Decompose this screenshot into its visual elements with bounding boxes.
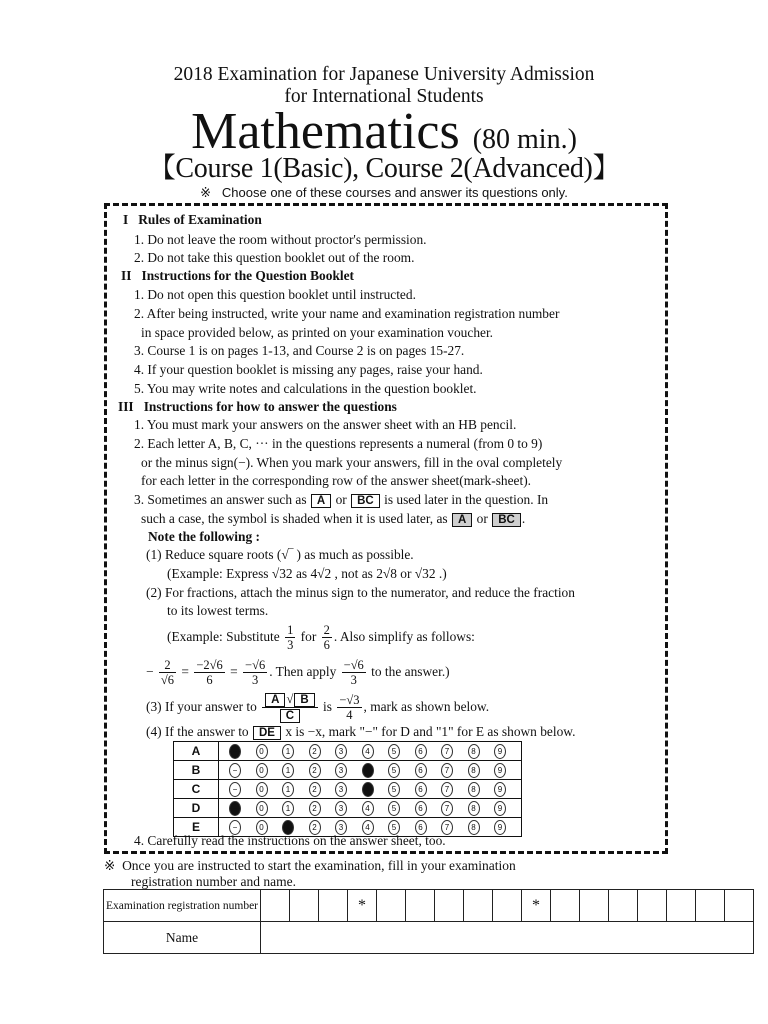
shaded-box-bc: BC <box>492 513 521 527</box>
empty-oval: 9 <box>494 801 506 816</box>
answer-box-a: A <box>311 494 331 508</box>
rule-item-3-line2: such a case, the symbol is shaded when it is used later, as A or BC . <box>141 511 526 526</box>
registration-digit-cell[interactable] <box>261 890 290 922</box>
registration-digit-cell[interactable] <box>435 890 464 922</box>
course-line: 【Course 1(Basic), Course 2(Advanced)】 <box>147 153 621 184</box>
empty-oval: 7 <box>441 744 453 759</box>
registration-digit-cell[interactable] <box>609 890 638 922</box>
equals-sign: = <box>230 664 238 679</box>
denominator: 3 <box>287 638 294 653</box>
name-label: Name <box>104 922 261 954</box>
empty-oval: 8 <box>468 801 480 816</box>
note-2-line1: (2) For fractions, attach the minus sign to the numerator, and reduce the fraction <box>146 585 575 600</box>
empty-oval: 7 <box>441 782 453 797</box>
empty-oval: 5 <box>388 782 400 797</box>
empty-oval: 2 <box>309 744 321 759</box>
mark-grid-row-label: E <box>174 818 219 837</box>
section-1-heading <box>123 211 262 229</box>
empty-oval: 0 <box>256 744 268 759</box>
rule-text: (4) If the answer to <box>146 724 249 739</box>
rule-item: 4. If your question booklet is missing any pages, raise your hand. <box>134 362 483 377</box>
name-field[interactable] <box>261 922 754 954</box>
fraction-2-over-root6 <box>159 658 176 687</box>
section-3-heading <box>118 398 397 416</box>
note-4 <box>146 723 575 741</box>
rule-item: 2. After being instructed, write your name and examination registration number <box>134 306 560 321</box>
numerator: −2√6 <box>196 658 223 673</box>
section-3-title: Instructions for how to answer the questions <box>143 399 397 414</box>
fraction-two-sixths <box>322 623 332 652</box>
answer-box-de: DE <box>253 726 281 740</box>
rule-item: 5. You may write notes and calculations in the question booklet. <box>134 381 477 396</box>
registration-digit-cell[interactable] <box>464 890 493 922</box>
exam-for-line: for International Students <box>284 86 484 107</box>
section-2-title: Instructions for the Question Booklet <box>141 268 355 283</box>
section-2-number: II <box>121 268 132 283</box>
equals-sign: = <box>181 664 189 679</box>
rule-item: 1. Do not open this question booklet until instructed. <box>134 287 416 302</box>
exam-year-line: 2018 Examination for Japanese University Admission <box>173 64 595 85</box>
empty-oval: 9 <box>494 820 506 835</box>
empty-oval: − <box>229 763 241 778</box>
numerator: 1 <box>287 623 294 638</box>
empty-oval: 6 <box>415 763 427 778</box>
empty-oval: − <box>229 782 241 797</box>
registration-digit-cell[interactable] <box>725 890 754 922</box>
empty-oval: 3 <box>335 763 347 778</box>
note-1-line1: (1) Reduce square roots (√‾ ) as much as possible. <box>146 547 414 562</box>
empty-oval: 4 <box>362 820 374 835</box>
empty-oval: 7 <box>441 801 453 816</box>
note-2-simplify <box>146 655 450 689</box>
registration-digit-cell[interactable] <box>638 890 667 922</box>
empty-oval: 8 <box>468 820 480 835</box>
empty-oval: 9 <box>494 782 506 797</box>
rule-text: , mark as shown below. <box>363 699 490 714</box>
start-instruction-note <box>104 858 664 889</box>
fraction-minus2root6-over-6 <box>194 658 224 687</box>
empty-oval: 8 <box>468 763 480 778</box>
answer-box-c: C <box>280 709 300 723</box>
mark-grid-ovals <box>219 761 522 780</box>
empty-oval: 2 <box>309 801 321 816</box>
mark-grid-ovals <box>219 742 522 761</box>
empty-oval: 9 <box>494 763 506 778</box>
registration-digit-cell[interactable] <box>290 890 319 922</box>
registration-digit-cell[interactable] <box>580 890 609 922</box>
section-1-title: Rules of Examination <box>138 212 262 227</box>
rule-item: 4. Carefully read the instructions on the answer sheet, too. <box>134 833 446 848</box>
filled-oval: 1 <box>282 820 294 835</box>
box-fraction-denominator <box>262 708 318 723</box>
empty-oval: 4 <box>362 801 374 816</box>
empty-oval: 1 <box>282 763 294 778</box>
start-note-line1 <box>104 858 664 874</box>
note-2-example <box>167 620 475 654</box>
rule-item-3-line1 <box>134 491 548 509</box>
denominator: 4 <box>346 708 353 723</box>
mark-grid-row <box>174 761 522 780</box>
empty-oval: 0 <box>256 763 268 778</box>
course-choice-note <box>0 185 768 202</box>
empty-oval: − <box>229 820 241 835</box>
mark-grid-row <box>174 742 522 761</box>
denominator: 6 <box>323 638 330 653</box>
rule-text: is used later in the question. In <box>384 492 549 507</box>
registration-number-label: Examination registration number <box>104 890 261 922</box>
course-choice-text: Choose one of these courses and answer its questions only. <box>221 185 568 200</box>
registration-digit-cell[interactable] <box>406 890 435 922</box>
empty-oval: 7 <box>441 820 453 835</box>
registration-digit-cell[interactable] <box>493 890 522 922</box>
empty-oval: 1 <box>282 801 294 816</box>
rule-text: (Example: Substitute <box>167 629 280 644</box>
rule-item: 2. Each letter A, B, C, ··· in the questions represents a numeral (from 0 to 9) <box>134 436 543 451</box>
numerator: −√3 <box>339 693 360 708</box>
box-fraction-a-root-b-over-c <box>262 692 318 723</box>
registration-asterisk-cell: * <box>348 890 377 922</box>
empty-oval: 6 <box>415 744 427 759</box>
mark-grid-row-label: C <box>174 780 219 799</box>
rule-item: 1. Do not leave the room without proctor's permission. <box>134 232 427 247</box>
mark-grid-row-label: A <box>174 742 219 761</box>
answer-box-b: B <box>294 693 314 707</box>
filled-oval: − <box>229 744 241 759</box>
empty-oval: 8 <box>468 782 480 797</box>
empty-oval: 3 <box>335 744 347 759</box>
empty-oval: 6 <box>415 782 427 797</box>
empty-oval: 3 <box>335 801 347 816</box>
rule-text: such a case, the symbol is shaded when it is used later, as <box>141 511 448 526</box>
note-2-line2: to its lowest terms. <box>167 603 269 618</box>
registration-digit-cell[interactable] <box>667 890 696 922</box>
rule-item: for each letter in the corresponding row of the answer sheet(mark-sheet). <box>141 473 532 488</box>
example-mark-grid <box>173 741 522 837</box>
mark-grid-ovals <box>219 799 522 818</box>
answer-box-a: A <box>265 693 285 707</box>
registration-number-row <box>104 890 754 922</box>
note-following-heading: Note the following : <box>148 529 260 544</box>
registration-digit-cell[interactable] <box>377 890 406 922</box>
denominator: 3 <box>350 673 357 688</box>
rule-item: 1. You must mark your answers on the answer sheet with an HB pencil. <box>134 417 517 432</box>
minus-sign: − <box>146 664 154 679</box>
empty-oval: 0 <box>256 782 268 797</box>
numerator: −√6 <box>343 658 364 673</box>
registration-table <box>103 889 754 954</box>
empty-oval: 9 <box>494 744 506 759</box>
denominator: √6 <box>160 673 175 688</box>
start-note-line2: registration number and name. <box>131 874 296 889</box>
reference-mark: ※ <box>104 858 116 874</box>
name-row <box>104 922 754 954</box>
denominator: 3 <box>251 673 259 688</box>
reference-mark: ※ <box>200 186 212 201</box>
empty-oval: 7 <box>441 763 453 778</box>
rule-text: or <box>476 511 488 526</box>
empty-oval: 2 <box>309 820 321 835</box>
empty-oval: 1 <box>282 744 294 759</box>
fraction-minus-root6-over-3-answer <box>342 658 366 687</box>
answer-box-bc: BC <box>351 494 380 508</box>
empty-oval: 3 <box>335 782 347 797</box>
shaded-box-a: A <box>452 513 472 527</box>
filled-oval: − <box>229 801 241 816</box>
empty-oval: 5 <box>388 820 400 835</box>
section-3-number: III <box>118 399 134 414</box>
rule-text: . Then apply <box>269 664 337 679</box>
fraction-one-third <box>285 623 295 652</box>
empty-oval: 6 <box>415 801 427 816</box>
registration-asterisk-cell: * <box>522 890 551 922</box>
rule-text: to the answer.) <box>371 664 450 679</box>
numerator: −√6 <box>245 658 266 673</box>
empty-oval: 5 <box>388 763 400 778</box>
mark-grid-row <box>174 799 522 818</box>
empty-oval: 3 <box>335 820 347 835</box>
subject-name: Mathematics <box>191 103 460 160</box>
exam-time: (80 min.) <box>472 124 577 155</box>
note-3 <box>146 690 489 724</box>
rule-text: 3. Sometimes an answer such as <box>134 492 307 507</box>
rule-text: x is −x, mark "−" for D and "1" for E as shown below. <box>285 724 576 739</box>
section-1-number: I <box>123 212 129 227</box>
rule-text: . Also simplify as follows: <box>333 629 475 644</box>
registration-digit-cell[interactable] <box>551 890 580 922</box>
empty-oval: 2 <box>309 763 321 778</box>
filled-oval: 4 <box>362 763 374 778</box>
rule-text: for <box>300 629 317 644</box>
empty-oval: 0 <box>256 801 268 816</box>
empty-oval: 5 <box>388 801 400 816</box>
empty-oval: 4 <box>362 744 374 759</box>
mark-grid-row-label: B <box>174 761 219 780</box>
mark-grid-row-label: D <box>174 799 219 818</box>
denominator: 6 <box>206 673 213 688</box>
empty-oval: 2 <box>309 782 321 797</box>
start-note-text: Once you are instructed to start the examination, fill in your examination <box>122 858 516 873</box>
box-fraction-numerator: A √ B <box>262 692 318 708</box>
rule-item: in space provided below, as printed on your examination voucher. <box>141 325 494 340</box>
rule-text: (3) If your answer to <box>146 699 257 714</box>
mark-grid-body <box>174 742 522 837</box>
numerator: 2 <box>323 623 330 638</box>
fraction-minus-root3-over-4 <box>337 693 361 722</box>
rule-text: or <box>335 492 347 507</box>
section-2-heading <box>121 267 354 285</box>
empty-oval: 8 <box>468 744 480 759</box>
rule-item: 3. Course 1 is on pages 1-13, and Course 2 is on pages 15-27. <box>134 343 465 358</box>
rule-item: 2. Do not take this question booklet out of the room. <box>134 250 415 265</box>
empty-oval: 6 <box>415 820 427 835</box>
mark-grid-ovals <box>219 780 522 799</box>
rule-item: or the minus sign(−). When you mark your answers, fill in the oval completely <box>141 455 563 470</box>
empty-oval: 0 <box>256 820 268 835</box>
filled-oval: 4 <box>362 782 374 797</box>
note-1-line2: (Example: Express √32 as 4√2 , not as 2√8 or √32 .) <box>167 566 447 581</box>
mark-grid-row <box>174 780 522 799</box>
empty-oval: 5 <box>388 744 400 759</box>
empty-oval: 1 <box>282 782 294 797</box>
rule-text: is <box>323 699 332 714</box>
fraction-minus-root6-over-3 <box>243 658 267 687</box>
registration-digit-cell[interactable] <box>696 890 725 922</box>
registration-digit-cell[interactable] <box>319 890 348 922</box>
numerator: 2 <box>159 658 176 673</box>
